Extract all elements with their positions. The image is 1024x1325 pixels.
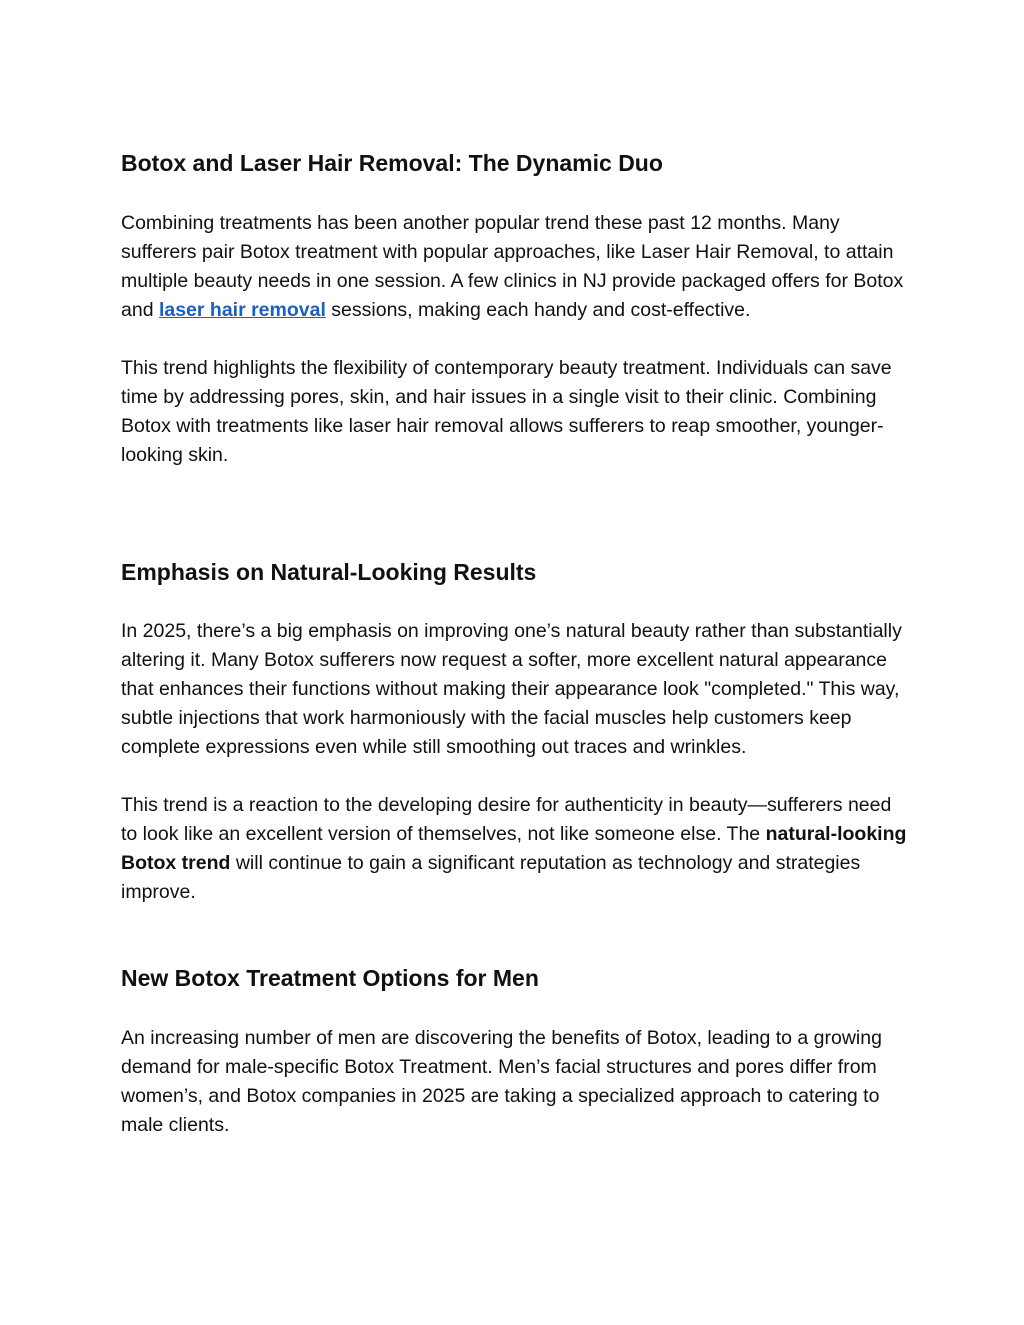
- paragraph: [121, 791, 911, 907]
- paragraph-text: sessions, making each handy and cost-effective.: [325, 299, 751, 321]
- bold-phrase: natural-looking Botox trend: [121, 823, 907, 874]
- section-natural-results: [121, 557, 911, 907]
- section-heading: New Botox Treatment Options for Men: [121, 965, 539, 991]
- laser-hair-removal-link[interactable]: laser hair removal: [158, 299, 326, 321]
- paragraph: This trend highlights the flexibility of contemporary beauty treatment. Individuals can save time by addressing pores, skin, and hair issues in a single visit to their clinic. Combining Botox with treatments like laser hair removal allows sufferers to reap smoother, younger-looking skin.: [121, 357, 892, 466]
- paragraph: In 2025, there’s a big emphasis on improving one’s natural beauty rather than substantially altering it. Many Botox sufferers now request a softer, more excellent natural appearance that enhances their functions without making their appearance look "completed." This way, subtle injections that work harmoniously with the facial muscles help customers keep complete expressions even while still smoothing out traces and wrinkles.: [121, 620, 902, 758]
- section-men-options: [121, 963, 911, 1140]
- paragraph-text: This trend is a reaction to the developing desire for authenticity in beauty—sufferers need to look like an excellent version of themselves, not like someone else. The: [121, 794, 892, 845]
- paragraph-text: will continue to gain a significant reputation as technology and strategies improve.: [121, 852, 861, 903]
- section-heading: Botox and Laser Hair Removal: The Dynamic Duo: [121, 150, 663, 176]
- section-heading: Emphasis on Natural-Looking Results: [121, 559, 537, 585]
- paragraph: [121, 209, 911, 325]
- section-botox-laser: [121, 148, 911, 470]
- paragraph-text: Combining treatments has been another popular trend these past 12 months. Many sufferers pair Botox treatment with popular approaches, like Laser Hair Removal, to attain multiple beauty needs in one session. A few clinics in NJ provide packaged offers for Botox and: [121, 212, 904, 321]
- paragraph: An increasing number of men are discovering the benefits of Botox, leading to a growing demand for male-specific Botox Treatment. Men’s facial structures and pores differ from women’s, and Botox companies in 2025 are taking a specialized approach to catering to male clients.: [121, 1027, 882, 1136]
